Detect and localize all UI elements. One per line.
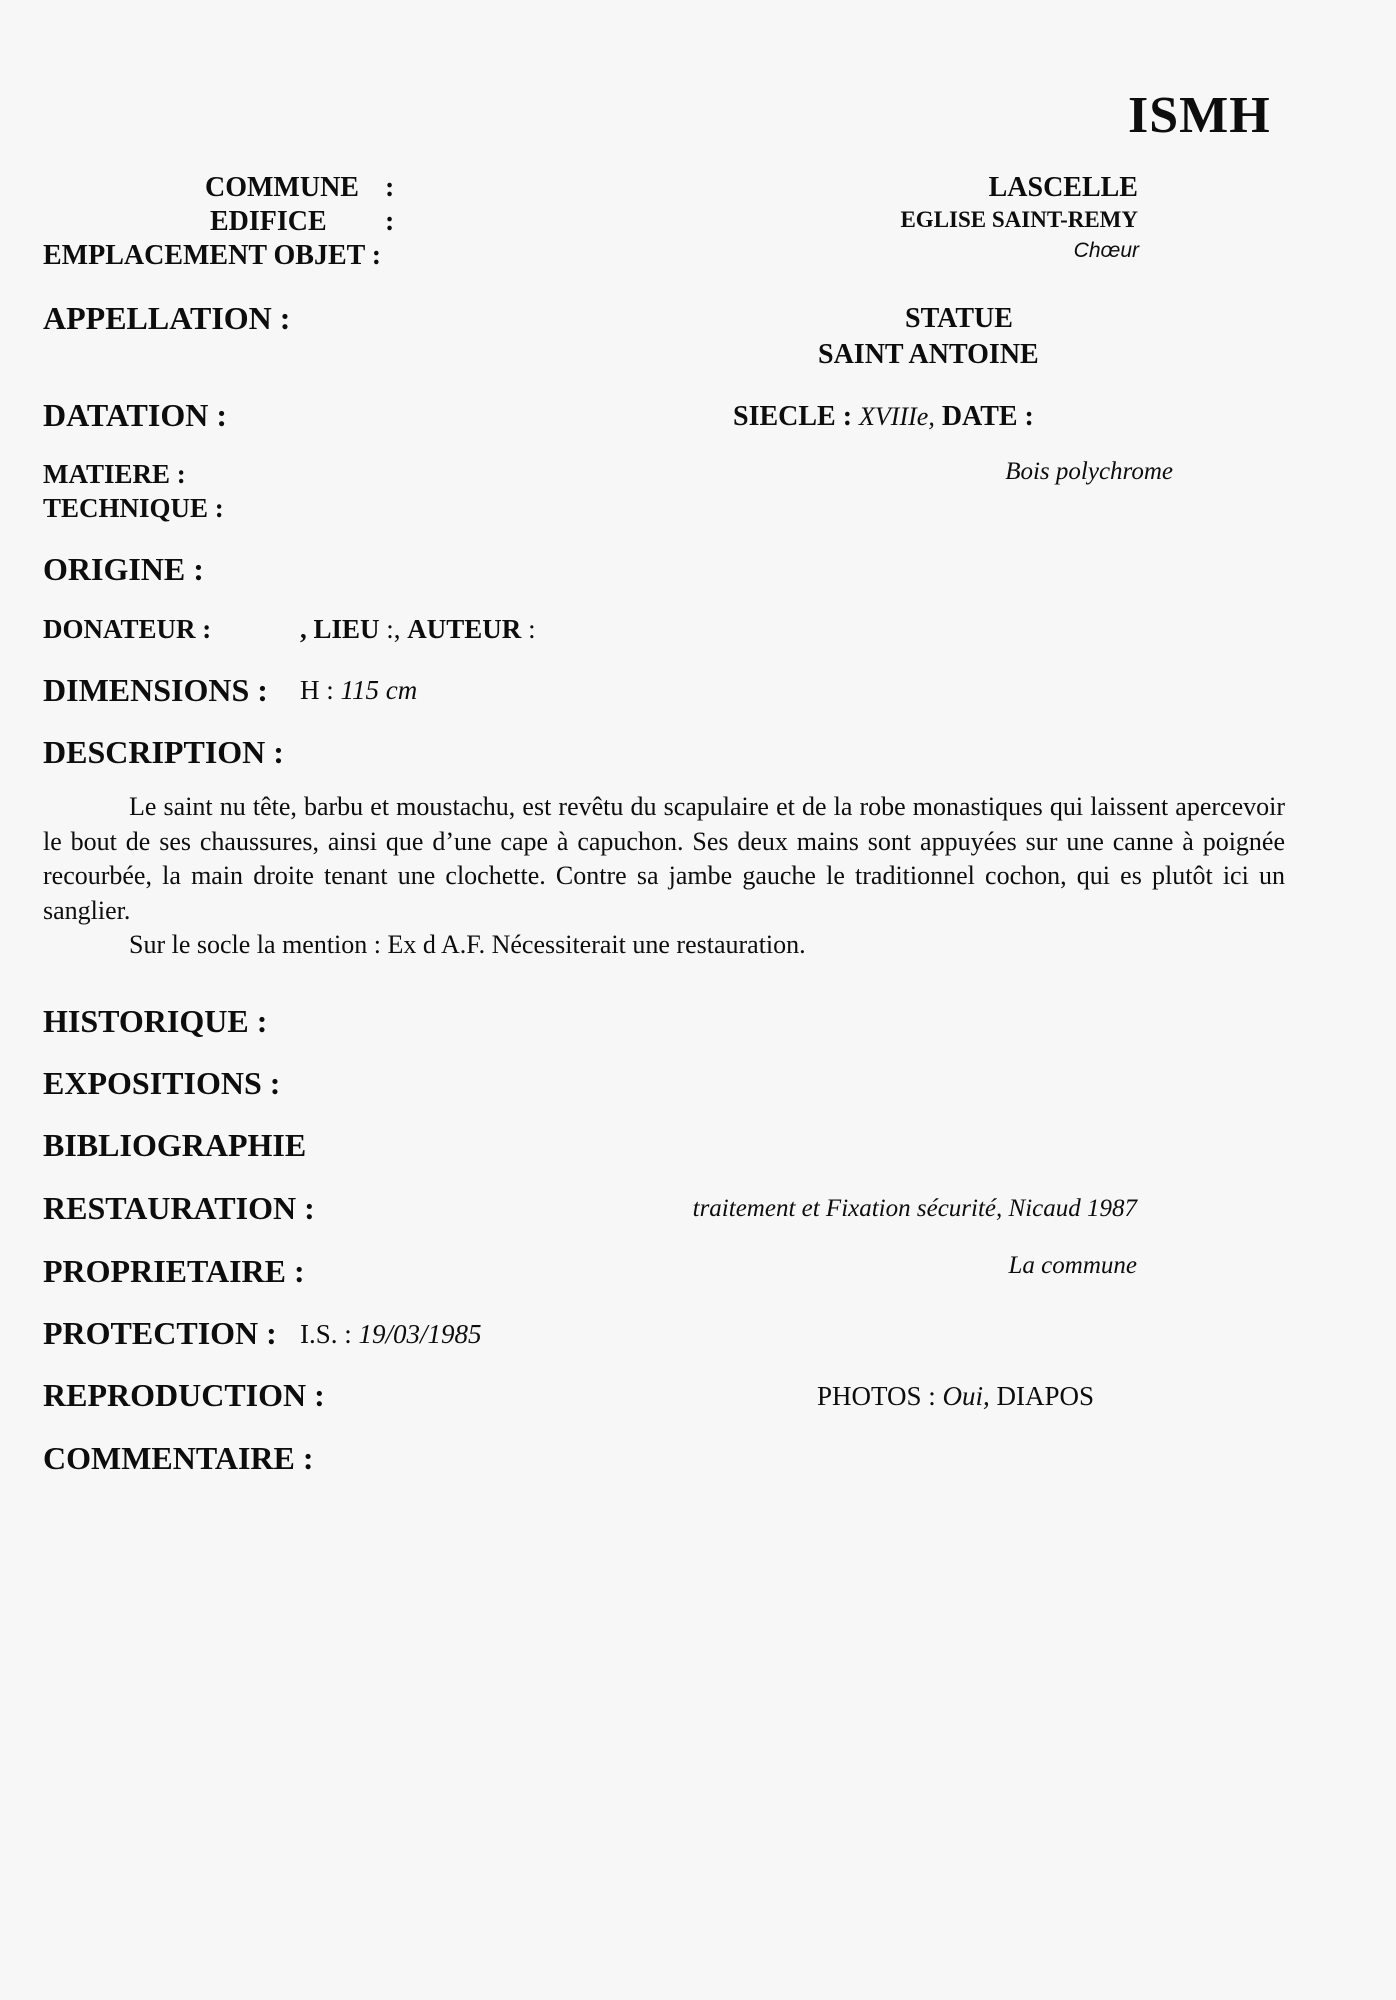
description-paragraph-2: Sur le socle la mention : Ex d A.F. Nécessiterait une restauration.	[129, 930, 806, 959]
commune-value: LASCELLE	[988, 172, 1138, 203]
technique-label: TECHNIQUE :	[43, 493, 224, 523]
diapos-label: DIAPOS	[996, 1381, 1095, 1411]
edifice-label: EDIFICE	[210, 206, 327, 237]
donateur-line	[300, 614, 536, 645]
description-label: DESCRIPTION :	[43, 734, 284, 770]
dimensions-label: DIMENSIONS :	[43, 672, 268, 708]
auteur-separator: :	[528, 614, 536, 644]
restauration-value: traitement et Fixation sécurité, Nicaud 1987	[692, 1195, 1137, 1222]
historique-label: HISTORIQUE :	[43, 1003, 268, 1039]
commentaire-label: COMMENTAIRE :	[43, 1440, 314, 1476]
description-paragraph-1: Le saint nu tête, barbu et moustachu, est revêtu du scapulaire et de la robe monastiques qui laissent apercevoir le bout de ses chaussures, ainsi que d’une cape à capuchon. Ses deux mains sont appuyées sur une canne à poignée recourbée, la main droite tenant une clochette. Contre sa jambe gauche le traditionnel cochon, qui es plutôt ici un sanglier.	[43, 792, 1285, 925]
reproduction-label: REPRODUCTION :	[43, 1377, 325, 1413]
appellation-line1: STATUE	[905, 303, 1013, 334]
datation-label: DATATION :	[43, 397, 227, 433]
photos-value: Oui,	[942, 1381, 990, 1411]
photos-label: PHOTOS :	[817, 1381, 936, 1411]
ismh-stamp: ISMH	[1128, 87, 1271, 144]
expositions-label: EXPOSITIONS :	[43, 1065, 281, 1101]
origine-label: ORIGINE :	[43, 551, 204, 587]
appellation-line2: SAINT ANTOINE	[818, 339, 1039, 370]
protection-line	[300, 1319, 482, 1350]
appellation-label: APPELLATION :	[43, 300, 291, 336]
proprietaire-value: La commune	[1008, 1252, 1137, 1279]
date-label: DATE :	[941, 401, 1034, 432]
auteur-label: AUTEUR	[407, 614, 522, 644]
restauration-label: RESTAURATION :	[43, 1190, 315, 1226]
dimensions-line	[300, 675, 417, 706]
height-value: 115 cm	[340, 675, 418, 705]
matiere-value: Bois polychrome	[1005, 458, 1173, 485]
height-label: H :	[300, 675, 334, 705]
is-label: I.S. :	[300, 1319, 352, 1349]
proprietaire-label: PROPRIETAIRE :	[43, 1253, 305, 1289]
is-value: 19/03/1985	[358, 1319, 482, 1349]
protection-label: PROTECTION :	[43, 1315, 277, 1351]
commune-colon: :	[385, 172, 395, 203]
edifice-colon: :	[385, 206, 395, 237]
emplacement-value: Chœur	[1073, 239, 1139, 262]
edifice-value: EGLISE SAINT-REMY	[900, 207, 1138, 232]
matiere-label: MATIERE :	[43, 459, 186, 489]
lieu-separator: :,	[386, 614, 401, 644]
donateur-label: DONATEUR :	[43, 614, 212, 644]
bibliographie-label: BIBLIOGRAPHIE	[43, 1127, 307, 1163]
description-text	[43, 790, 1285, 963]
photos-line	[817, 1381, 1094, 1412]
siecle-line	[733, 401, 1034, 433]
lieu-label: , LIEU	[300, 614, 380, 644]
siecle-value: XVIIIe,	[859, 402, 935, 431]
commune-label: COMMUNE	[205, 172, 359, 203]
emplacement-label: EMPLACEMENT OBJET :	[43, 240, 382, 271]
siecle-label: SIECLE :	[733, 401, 853, 432]
